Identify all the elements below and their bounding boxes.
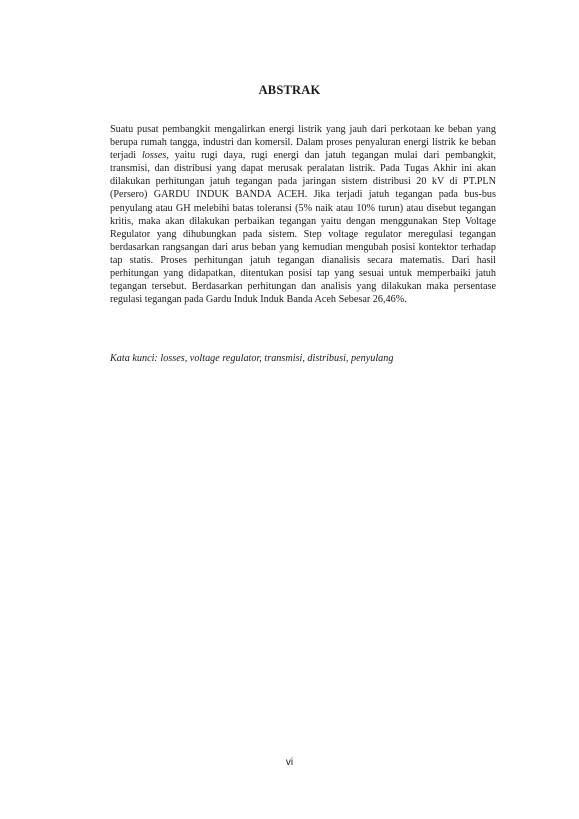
abstract-text-end: , yaitu rugi daya, rugi energi dan jatuh tegangan mulai dari pembangkit, transmisi, dan distribusi yang dapat merusak peralatan listrik. Pada Tugas Akhir ini akan dilakukan perhitungan jatuh tegangan pada jaringan sistem distribusi 20 kV di PT.PLN (Persero) GARDU INDUK BANDA ACEH. Jika terjadi jatuh tegangan pada bus-bus penyulang atau GH melebihi batas toleransi (5% naik atau 10% turun) atau disebut tegangan kritis, maka akan dilakukan perbaikan tegangan yaitu dengan menggunakan Step Voltage Regulator yang dihubungkan pada sistem. Step voltage regulator meregulasi tegangan berdasarkan rangsangan dari arus beban yang kemudian mengubah posisi kontektor terhadap tap statis. Proses perhitungan jatuh tegangan dianalisis secara matematis. Dari hasil perhitungan yang didapatkan, ditentukan posisi tap yang sesuai untuk memperbaiki jatuh tegangan tersebut. Berdasarkan perhitungan dan analisis yang dilakukan maka persentase regulasi tegangan pada Gardu Induk Induk Banda Aceh Sebesar 26,46%. — [110, 150, 496, 306]
abstract-italic-term: losses — [141, 150, 167, 162]
abstract-text-start: Suatu pusat pembangkit mengalirkan energi listrik yang jauh dari perkotaan ke beban yang berupa rumah tangga, industri dan komersil. Dalam proses penyaluran energi listrik ke beban terjadi — [110, 124, 496, 162]
abstract-paragraph — [110, 123, 496, 306]
page-title: ABSTRAK — [258, 83, 321, 97]
page-number: vi — [285, 757, 294, 768]
abstract-body — [110, 123, 496, 306]
keywords-line: Kata kunci: losses, voltage regulator, transmisi, distribusi, penyulang — [110, 353, 394, 364]
